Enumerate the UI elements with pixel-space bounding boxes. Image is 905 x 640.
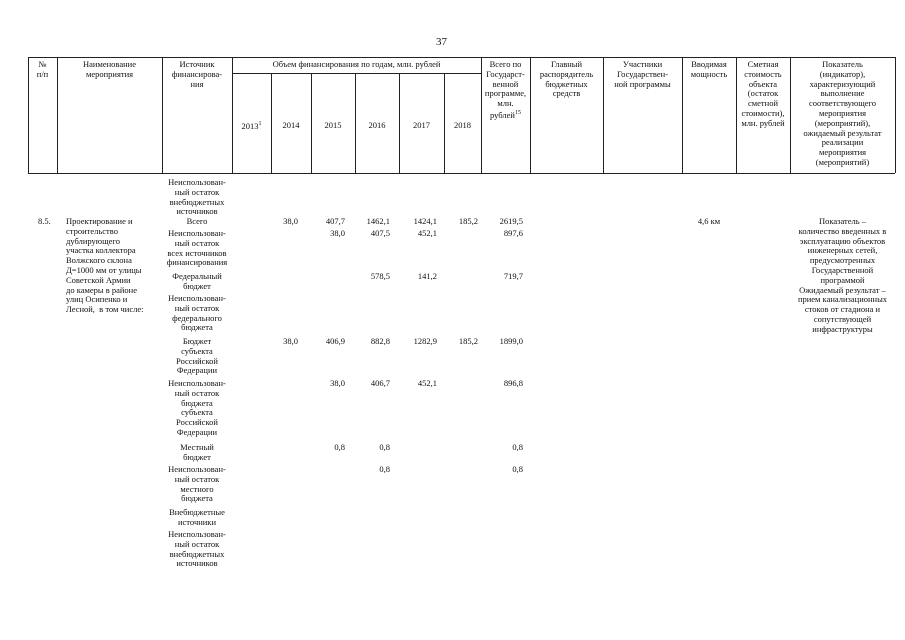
cell-2016: 406,7 xyxy=(370,378,390,388)
cell-2017: 1424,1 xyxy=(413,216,437,226)
carryover-source: Неиспользован- ный остаток внебюджетных источников xyxy=(168,177,226,217)
cell-total: 896,8 xyxy=(503,378,523,388)
header-source: Источник финансирова- ния xyxy=(171,59,223,89)
source-label: Местный бюджет xyxy=(180,442,214,462)
cell-2016: 0,8 xyxy=(379,464,390,474)
header-manager: Главный распорядитель бюджетных средств xyxy=(539,59,594,99)
source-label: Неиспользован- ный остаток всех источников финансирования xyxy=(166,228,228,268)
header-indicator: Показатель (индикатор), характеризующий выполнение соответствующего мероприятия (мероприятий), ожидаемый результат реализации мероприятия (мероприятий) xyxy=(803,59,882,167)
cell-2015: 406,9 xyxy=(325,336,345,346)
cell-2017: 1282,9 xyxy=(413,336,437,346)
cell-2018: 185,2 xyxy=(458,336,478,346)
cell-2015: 0,8 xyxy=(334,442,345,452)
header-num: № п/п xyxy=(36,59,49,79)
row-name: Проектирование и строительство дублирующего участка коллектора Волжского склона Д=1000 мм от улицы Советской Армии до камеры в районе улиц Осипенко и Лесной, в том числе: xyxy=(66,216,144,315)
row-capacity: 4,6 км xyxy=(697,216,721,226)
source-label: Бюджет субъекта Российской Федерации xyxy=(176,336,218,376)
page-number: 37 xyxy=(436,36,447,48)
source-label: Неиспользован- ный остаток внебюджетных источников xyxy=(168,529,226,569)
cell-2017: 141,2 xyxy=(417,271,437,281)
source-label: Неиспользован- ный остаток федерального бюджета xyxy=(168,293,226,333)
source-label: Внебюджетные источники xyxy=(169,507,225,527)
header-cost: Сметная стоимость объекта (остаток сметной стоимости), млн. рублей xyxy=(741,59,785,128)
cell-total: 897,6 xyxy=(503,228,523,238)
source-label: Неиспользован- ный остаток бюджета субъекта Российской Федерации xyxy=(168,378,226,437)
cell-total: 2619,5 xyxy=(499,216,523,226)
header-year-2017: 2017 xyxy=(413,120,430,130)
row-indicator: Показатель – количество введенных в эксплуатацию объектов инженерных сетей, предусмотренных Государственной программой Ожидаемый результат – прием канализационных стоков от стадиона и сопутствующей инфраструктуры xyxy=(797,216,888,334)
header-year-2016: 2016 xyxy=(368,120,386,130)
cell-2017: 452,1 xyxy=(417,228,437,238)
row-number: 8.5. xyxy=(38,216,51,226)
cell-2017: 452,1 xyxy=(417,378,437,388)
header-participants: Участники Государствен- ной программы xyxy=(614,59,671,89)
header-bottom-border xyxy=(28,173,895,174)
header-year-2018: 2018 xyxy=(454,120,471,130)
cell-2016: 882,8 xyxy=(370,336,390,346)
source-label: Неиспользован- ный остаток местного бюджета xyxy=(168,464,226,504)
source-label: Всего xyxy=(186,216,208,226)
cell-2016: 0,8 xyxy=(379,442,390,452)
header-year-2015: 2015 xyxy=(324,120,342,130)
cell-2018: 185,2 xyxy=(458,216,478,226)
col-line xyxy=(895,57,896,173)
cell-2014: 38,0 xyxy=(283,336,298,346)
cell-total: 0,8 xyxy=(512,442,523,452)
cell-total: 1899,0 xyxy=(499,336,523,346)
header-capacity: Вводимая мощность xyxy=(690,59,728,79)
header-top-border xyxy=(28,57,895,58)
header-year-2014: 2014 xyxy=(282,120,300,130)
header-total: Всего по Государст- венной программе, млн. рублей$^{15}$ xyxy=(484,59,527,120)
col-line xyxy=(232,57,233,173)
cell-2015: 38,0 xyxy=(330,378,345,388)
cell-2016: 578,5 xyxy=(370,271,390,281)
header-volume: Объем финансирования по годам, млн. рублей xyxy=(272,59,441,69)
cell-total: 0,8 xyxy=(512,464,523,474)
cell-2015: 407,7 xyxy=(325,216,345,226)
cell-total: 719,7 xyxy=(503,271,523,281)
header-year-2013: 2013$^1$ xyxy=(241,120,262,131)
cell-2016: 407,5 xyxy=(370,228,390,238)
cell-2014: 38,0 xyxy=(283,216,298,226)
source-label: Федеральный бюджет xyxy=(172,271,222,291)
header-name: Наименование мероприятия xyxy=(83,59,136,79)
cell-2016: 1462,1 xyxy=(366,216,390,226)
cell-2015: 38,0 xyxy=(330,228,345,238)
